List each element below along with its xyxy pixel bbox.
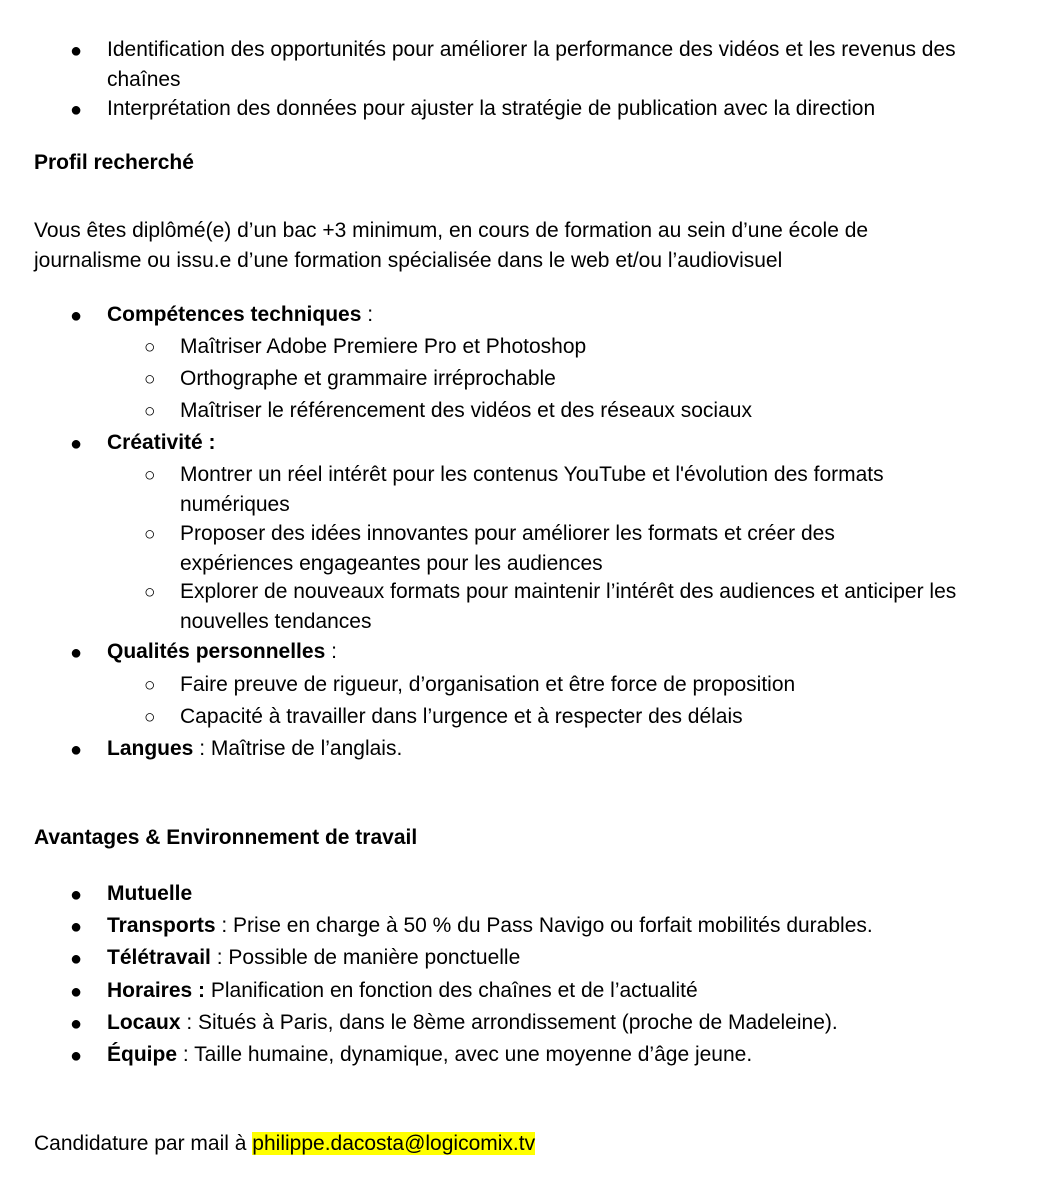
sub-bullet: ○ xyxy=(144,707,156,728)
section-heading-avantages: Avantages & Environnement de travail xyxy=(34,826,418,849)
bullet: ● xyxy=(70,981,83,1003)
sub-list-item: Orthographe et grammaire irréprochable xyxy=(180,367,556,390)
list-item xyxy=(107,637,337,667)
sub-list-item: Maîtriser Adobe Premiere Pro et Photoshop xyxy=(180,335,587,358)
bullet: ● xyxy=(70,433,83,455)
item-text: Planification en fonction des chaînes et de l’actualité xyxy=(205,979,698,1002)
item-text: : Possible de manière ponctuelle xyxy=(210,946,521,969)
sub-list-item: Maîtriser le référencement des vidéos et des réseaux sociaux xyxy=(180,399,752,422)
bullet: ● xyxy=(70,305,83,327)
item-text: : xyxy=(325,640,337,663)
list-item xyxy=(107,879,192,909)
sub-list-item: Faire preuve de rigueur, d’organisation et être force de proposition xyxy=(180,673,796,696)
sub-list-item: Montrer un réel intérêt pour les contenus YouTube et l'évolution des formats numériques xyxy=(180,463,884,516)
list-item xyxy=(107,300,373,330)
list-item xyxy=(107,911,873,941)
item-text: : Taille humaine, dynamique, avec une moyenne d’âge jeune. xyxy=(177,1043,753,1066)
item-label: Télétravail xyxy=(107,946,211,969)
section-heading-profil: Profil recherché xyxy=(34,151,194,174)
list-item xyxy=(107,1040,752,1070)
bullet: ● xyxy=(70,916,83,938)
sub-bullet: ○ xyxy=(144,465,156,486)
sub-list-item: Proposer des idées innovantes pour améliorer les formats et créer des expériences engageantes pour les audiences xyxy=(180,522,835,575)
contact-email-link[interactable]: philippe.dacosta@logicomix.tv xyxy=(252,1132,536,1155)
contact-prefix: Candidature par mail à xyxy=(34,1132,253,1155)
bullet: ● xyxy=(70,1013,83,1035)
bullet: ● xyxy=(70,99,83,121)
item-label: Mutuelle xyxy=(107,882,193,905)
contact-line xyxy=(34,1129,535,1159)
profil-paragraph: Vous êtes diplômé(e) d’un bac +3 minimum, en cours de formation au sein d’une école de journalisme ou issu.e d’une formation spécialisée dans le web et/ou l’audiovisuel xyxy=(34,219,869,272)
item-label: Horaires : xyxy=(107,979,206,1002)
sub-bullet: ○ xyxy=(144,582,156,603)
item-label: Qualités personnelles xyxy=(107,640,326,663)
bullet: ● xyxy=(70,40,83,62)
sub-bullet: ○ xyxy=(144,401,156,422)
item-label: Équipe xyxy=(107,1043,178,1066)
item-text: : Situés à Paris, dans le 8ème arrondissement (proche de Madeleine). xyxy=(180,1011,838,1034)
item-text: : Maîtrise de l’anglais. xyxy=(193,737,403,760)
list-item xyxy=(107,734,402,764)
sub-bullet: ○ xyxy=(144,369,156,390)
list-item xyxy=(107,1008,838,1038)
list-item xyxy=(107,976,698,1006)
list-item xyxy=(107,428,216,458)
sub-bullet: ○ xyxy=(144,524,156,545)
list-item xyxy=(107,943,520,973)
item-label: Compétences techniques xyxy=(107,303,362,326)
item-label: Locaux xyxy=(107,1011,181,1034)
item-label: Créativité : xyxy=(107,431,216,454)
bullet: ● xyxy=(70,739,83,761)
list-item: Identification des opportunités pour améliorer la performance des vidéos et les revenus des chaînes xyxy=(107,38,956,91)
bullet: ● xyxy=(70,884,83,906)
item-text: : xyxy=(361,303,374,326)
sub-list-item: Capacité à travailler dans l’urgence et à respecter des délais xyxy=(180,705,743,728)
sub-list-item: Explorer de nouveaux formats pour maintenir l’intérêt des audiences et anticiper les nouvelles tendances xyxy=(180,580,957,633)
bullet: ● xyxy=(70,948,83,970)
item-label: Transports xyxy=(107,914,216,937)
sub-bullet: ○ xyxy=(144,337,156,358)
bullet: ● xyxy=(70,1045,83,1067)
item-text: : Prise en charge à 50 % du Pass Navigo ou forfait mobilités durables. xyxy=(215,914,873,937)
sub-bullet: ○ xyxy=(144,675,156,696)
bullet: ● xyxy=(70,642,83,664)
item-label: Langues xyxy=(107,737,194,760)
list-item: Interprétation des données pour ajuster la stratégie de publication avec la direction xyxy=(107,97,876,120)
